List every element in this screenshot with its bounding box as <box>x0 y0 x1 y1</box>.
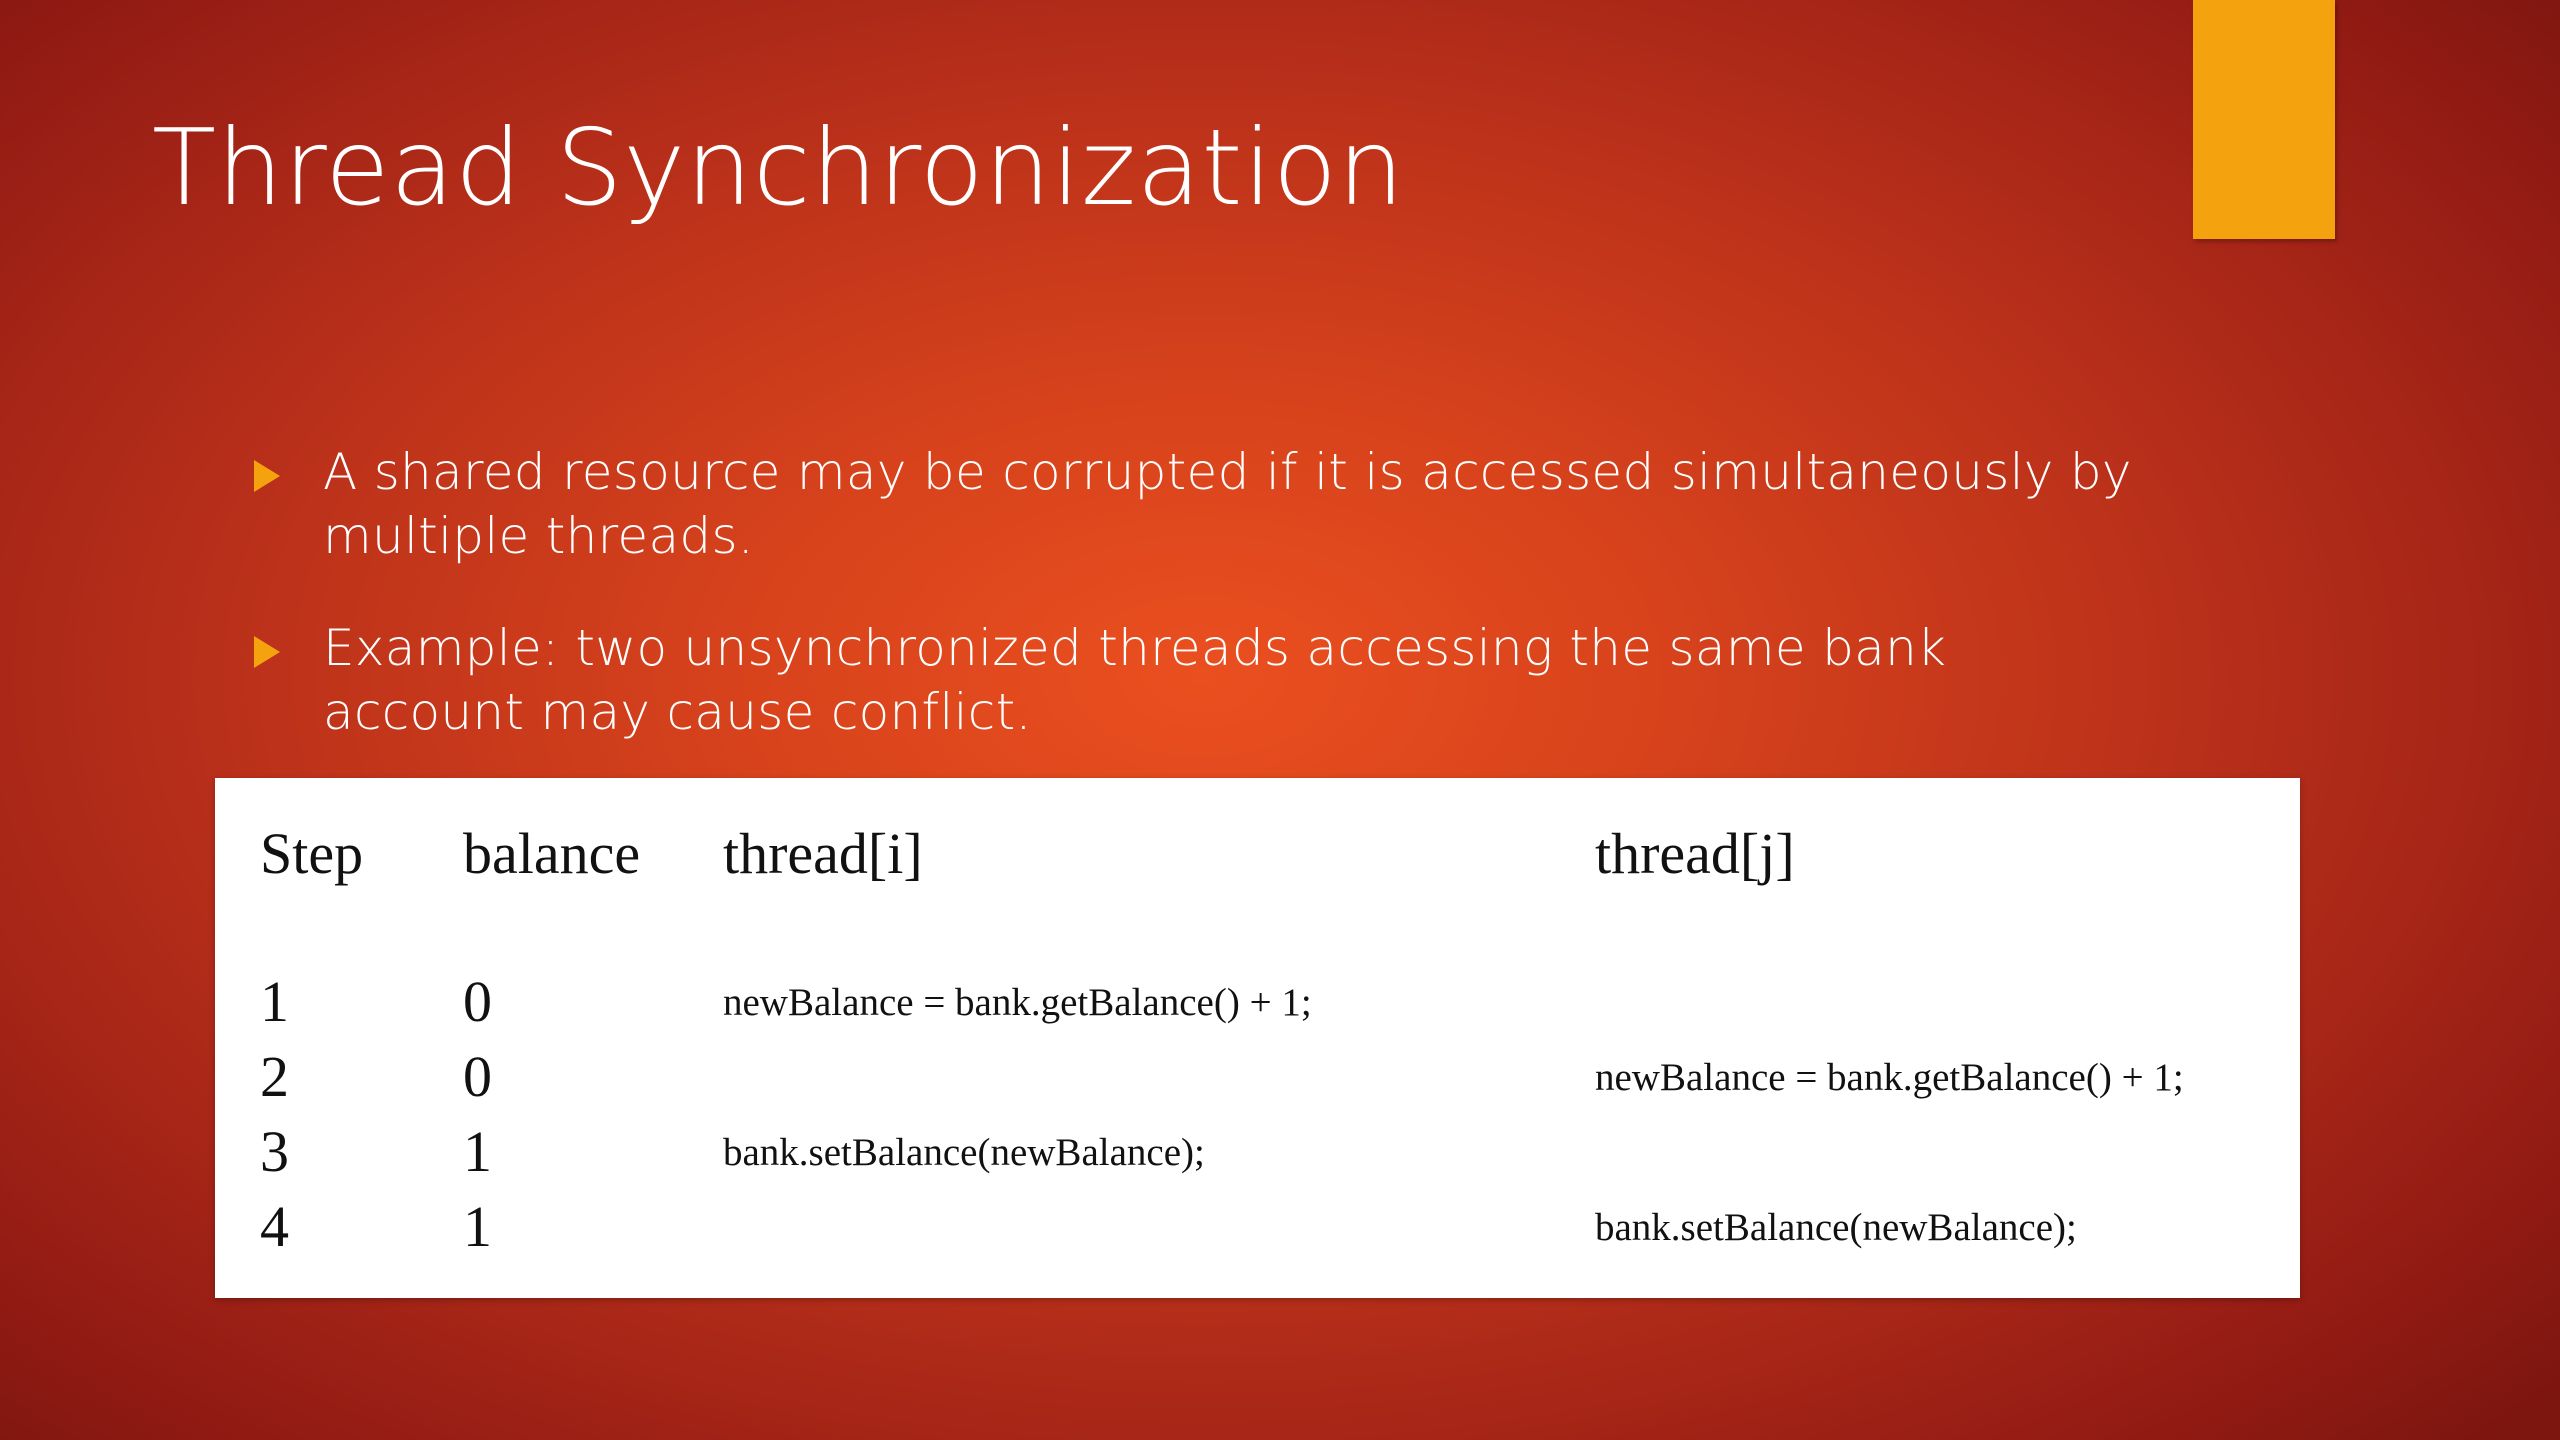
slide-title: Thread Synchronization <box>152 107 1405 229</box>
bullet-text: A shared resource may be corrupted if it is accessed simultaneously by multiple threads. <box>323 443 2132 565</box>
row-step: 1 <box>260 969 289 1034</box>
row-thread-j: newBalance = bank.getBalance() + 1; <box>1595 1056 2184 1099</box>
row-balance: 1 <box>463 1119 492 1184</box>
bullet-list <box>250 440 2150 792</box>
header-balance: balance <box>463 821 641 886</box>
triangle-bullet-icon <box>254 460 280 492</box>
row-step: 4 <box>260 1194 289 1259</box>
row-step: 2 <box>260 1044 289 1109</box>
triangle-bullet-icon <box>254 636 280 668</box>
header-thread-i: thread[i] <box>723 821 923 886</box>
bullet-item <box>250 440 2150 568</box>
row-balance: 1 <box>463 1194 492 1259</box>
row-thread-j: bank.setBalance(newBalance); <box>1595 1206 2077 1249</box>
row-thread-i: bank.setBalance(newBalance); <box>723 1131 1205 1174</box>
header-step: Step <box>260 821 364 886</box>
header-thread-j: thread[j] <box>1595 821 1795 886</box>
bullet-item <box>250 616 2150 744</box>
row-step: 3 <box>260 1119 289 1184</box>
row-thread-i: newBalance = bank.getBalance() + 1; <box>723 981 1312 1024</box>
thread-table <box>215 778 2300 1298</box>
row-balance: 0 <box>463 1044 492 1109</box>
accent-bar <box>2193 0 2335 239</box>
row-balance: 0 <box>463 969 492 1034</box>
bullet-text: Example: two unsynchronized threads accessing the same bank account may cause conflict. <box>323 619 1947 741</box>
